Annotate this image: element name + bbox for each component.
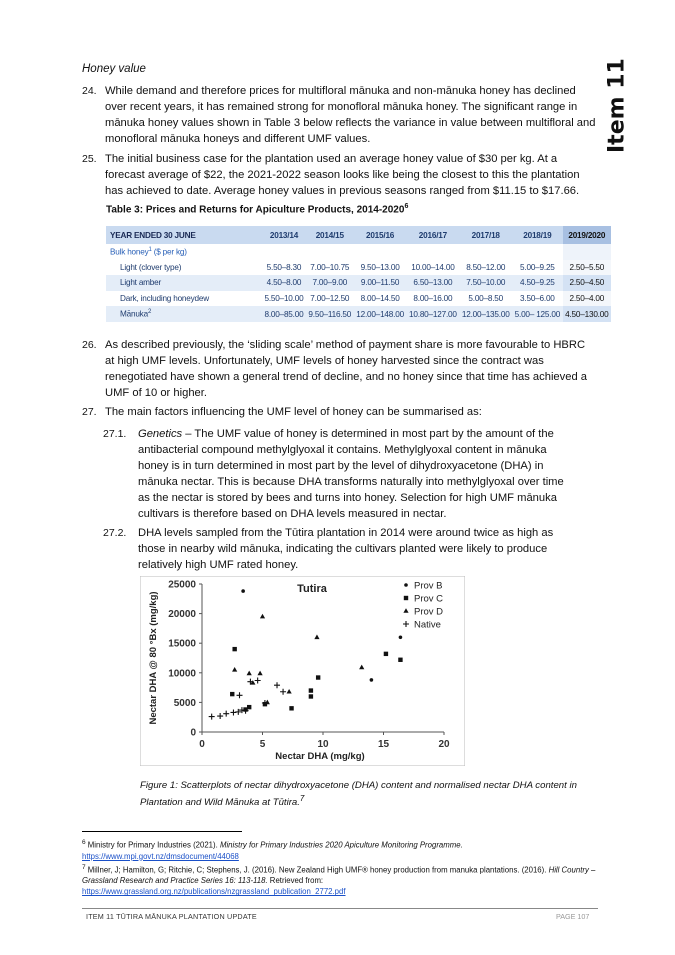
paragraph-body: – The UMF value of honey is determined in most part by the amount of the antibacterial compound methylglyoxal it contains. Methylglyoxal content in mānuka honey is in turn determined in most part by the level of dihydroxyacetone (DHA) in mānuka nectar. This is because DHA transforms naturally into methylglyoxal over time as the nectar is stored by bees and turns into honey. Selection for high UMF mānuka cultivars is therefore based on DHA levels measured in nectar. — [138, 428, 564, 520]
footer-page-number: PAGE 107 — [556, 912, 590, 921]
footnote-number: 6 — [82, 839, 86, 846]
footnote-6-link[interactable]: https://www.mpi.govt.nz/dmsdocument/44068 — [82, 851, 239, 861]
table-cell: 10.80–127.00 — [406, 306, 459, 322]
bulk-unit-text: ($ per kg) — [151, 247, 187, 257]
legend-label: Prov B — [414, 580, 443, 592]
header-year: 2019/2020 — [563, 226, 611, 244]
header-year: 2013/14 — [262, 226, 306, 244]
table-cell: 12.00–148.00 — [354, 306, 407, 322]
paragraph-number: 25. — [82, 153, 97, 165]
header-year: 2016/17 — [406, 226, 459, 244]
row-label: Dark, including honeydew — [120, 294, 209, 304]
footnote-text: Ministry for Primary Industries (2021). — [85, 840, 220, 850]
table-cell: 8.00–85.00 — [262, 306, 306, 322]
table-cell: 9.50–116.50 — [306, 306, 354, 322]
footnote-text: Millner, J; Hamilton, G; Ritchie, C; Stephens, J. (2016). New Zealand High UMF® honey production from manuka plantations. (2016). — [85, 865, 549, 875]
paragraph-number: 27.2. — [103, 527, 127, 539]
data-point-prov-c — [398, 658, 402, 662]
bulk-footnote-ref: 1 — [148, 246, 152, 253]
paragraph-27-2 — [103, 525, 573, 573]
figure-caption-text: Figure 1: Scatterplots of nectar dihydroxyacetone (DHA) content and normalised nectar DHA content in Plantation and Wild Mānuka at Tūtira. — [140, 780, 577, 809]
data-point-prov-b — [399, 635, 403, 639]
footnote-number: 7 — [82, 863, 86, 871]
row-label-manuka — [106, 306, 262, 322]
table-cell: 2.50–5.50 — [563, 260, 611, 276]
data-point-prov-c — [230, 692, 234, 696]
paragraph-26 — [82, 337, 597, 401]
footnote-7-link[interactable]: https://www.grassland.org.nz/publications/nzgrassland_publication_2772.pdf — [82, 887, 346, 897]
header-year: 2014/15 — [306, 226, 354, 244]
footer-title: ITEM 11 TŪTIRA MĀNUKA PLANTATION UPDATE — [86, 912, 257, 921]
header-year: 2018/19 — [512, 226, 562, 244]
dha-scatter-chart — [140, 576, 465, 766]
table-cell: 4.50–130.00 — [563, 306, 611, 322]
row-label: Light (clover type) — [120, 262, 182, 272]
table-cell: 4.50–9.25 — [512, 275, 562, 291]
header-year: 2017/18 — [459, 226, 512, 244]
footnote-italic: Hill Country – Grassland Research and Practice Series 16: 113-118. — [82, 865, 596, 886]
data-point-prov-c — [232, 647, 236, 651]
x-tick-label: 20 — [438, 739, 450, 750]
x-tick-label: 15 — [377, 739, 390, 750]
table-cell: 8.50–12.00 — [466, 262, 506, 272]
table-cell: 8.00–14.50 — [360, 294, 400, 304]
item-side-tab: Item 11 — [604, 58, 630, 154]
manuka-footnote-ref: 2 — [147, 309, 152, 316]
paragraph-number: 26. — [82, 339, 97, 351]
table-cell: 3.50–6.00 — [520, 294, 555, 304]
table-caption-footnote-ref: 6 — [404, 203, 409, 210]
header-year-label: YEAR ENDED 30 JUNE — [106, 226, 262, 244]
honey-prices-table — [106, 226, 611, 322]
chart-title: Tutira — [297, 583, 327, 595]
table-row — [106, 291, 611, 307]
paragraph-text: While demand and therefore prices for multifloral mānuka and non-mānuka honey has declined over recent years, it has remained strong for monofloral mānuka honey. The significant range in mānuka honey values shown in Table 3 below reflects the variance in value between multifloral and monofloral mānuka honeys and different UMF values. — [105, 85, 596, 145]
table-cell: 12.00–135.00 — [459, 306, 512, 322]
legend-label: Prov D — [414, 606, 444, 618]
table-row — [106, 306, 611, 322]
row-label-text: Mānuka — [120, 310, 148, 320]
footnote-6 — [82, 837, 602, 851]
table-cell: 5.00–9.25 — [520, 262, 555, 272]
y-tick-label: 25000 — [168, 579, 196, 591]
table-row — [106, 275, 611, 291]
paragraph-text: DHA levels sampled from the Tūtira plantation in 2014 were around twice as high as those in nearby wild mānuka, indicating the cultivars planted were likely to produce relatively high UMF rated honey. — [138, 527, 554, 571]
table-cell: 9.50–13.00 — [360, 262, 400, 272]
table-cell: 6.50–13.00 — [406, 275, 459, 291]
table-caption — [106, 203, 408, 215]
table-cell: 4.50–8.00 — [262, 275, 306, 291]
legend-marker — [404, 583, 408, 587]
footnote-divider — [82, 831, 242, 832]
data-point-prov-c — [316, 675, 320, 679]
table-header-row — [106, 226, 611, 244]
data-point-prov-b — [241, 589, 245, 593]
bulk-honey-label — [106, 244, 262, 260]
table-cell: 10.00–14.00 — [411, 262, 455, 272]
table-cell: 2.50–4.50 — [563, 275, 611, 291]
table-cell: 7.50–10.00 — [459, 275, 512, 291]
data-point-prov-c — [309, 694, 313, 698]
table-cell: 5.50–8.30 — [266, 262, 302, 272]
table-cell: 7.00–9.00 — [306, 275, 354, 291]
x-tick-label: 0 — [199, 739, 205, 750]
y-tick-label: 10000 — [168, 668, 196, 680]
paragraph-24 — [82, 83, 597, 147]
y-tick-label: 5000 — [173, 697, 196, 709]
legend-marker — [404, 596, 408, 600]
table-cell: 7.00–10.75 — [310, 262, 350, 272]
paragraph-text: As described previously, the ‘sliding scale’ method of payment share is more favourable to HBRC at high UMF levels. Unfortunately, UMF levels of honey harvested since the contract was renegotiated have shown a general trend of decline, and no honey since that time has achieved a UMF of 10 or higher. — [105, 339, 588, 399]
section-heading: Honey value — [82, 63, 146, 75]
paragraph-text — [138, 426, 573, 522]
y-tick-label: 20000 — [168, 609, 196, 621]
paragraph-27 — [82, 404, 597, 420]
data-point-prov-c — [247, 705, 251, 709]
table-cell: 5.50–10.00 — [264, 294, 304, 304]
paragraph-text: The initial business case for the plantation used an average honey value of $30 per kg. At a forecast average of $22, the 2021-2022 season looks like being the closest to this the plantation has achieved to date. Average honey values in previous seasons ranged from $11.15 to $17.66. — [105, 153, 580, 197]
legend-label: Prov C — [414, 593, 444, 605]
paragraph-text: The main factors influencing the UMF level of honey can be summarised as: — [105, 406, 482, 418]
paragraph-number: 24. — [82, 85, 97, 97]
paragraph-number: 27.1. — [103, 428, 127, 440]
row-label: Light amber — [106, 275, 262, 291]
data-point-prov-c — [384, 652, 388, 656]
paragraph-27-1 — [103, 426, 573, 522]
data-point-prov-b — [370, 678, 374, 682]
paragraph-lead: Genetics — [138, 428, 183, 440]
bulk-honey-text: Bulk honey — [110, 247, 149, 257]
legend-label: Native — [414, 619, 441, 631]
footer-divider — [82, 908, 598, 909]
header-year: 2015/16 — [354, 226, 407, 244]
data-point-prov-c — [309, 688, 313, 692]
paragraph-number: 27. — [82, 406, 97, 418]
y-tick-label: 15000 — [168, 638, 196, 650]
table-row — [106, 260, 611, 276]
table-cell: 8.00–16.00 — [413, 294, 453, 304]
table-cell: 5.00–8.50 — [468, 294, 504, 304]
x-tick-label: 10 — [317, 739, 329, 750]
x-tick-label: 5 — [259, 739, 266, 750]
table-cell: 9.00–11.50 — [354, 275, 407, 291]
y-tick-label: 0 — [190, 727, 196, 739]
table-cell: 7.00–12.50 — [310, 294, 350, 304]
paragraph-25 — [82, 151, 597, 199]
figure-caption-footnote-ref: 7 — [299, 794, 305, 803]
y-axis-label: Nectar DHA @ 80 °Bx (mg/kg) — [148, 591, 159, 725]
table-section-row — [106, 244, 611, 260]
footnote-7 — [82, 862, 602, 887]
data-point-prov-c — [289, 706, 293, 710]
table-cell: 2.50–4.00 — [563, 291, 611, 307]
footnotes — [82, 837, 602, 897]
footnote-text-after: Retrieved from: — [267, 876, 324, 886]
footnote-italic: Ministry for Primary Industries 2020 Apiculture Monitoring Programme. — [219, 840, 463, 850]
table-cell: 5.00– 125.00 — [512, 306, 562, 322]
figure-caption — [140, 779, 580, 809]
table-caption-text: Table 3: Prices and Returns for Apiculture Products, 2014-2020 — [106, 204, 405, 216]
x-axis-label: Nectar DHA (mg/kg) — [275, 751, 365, 762]
